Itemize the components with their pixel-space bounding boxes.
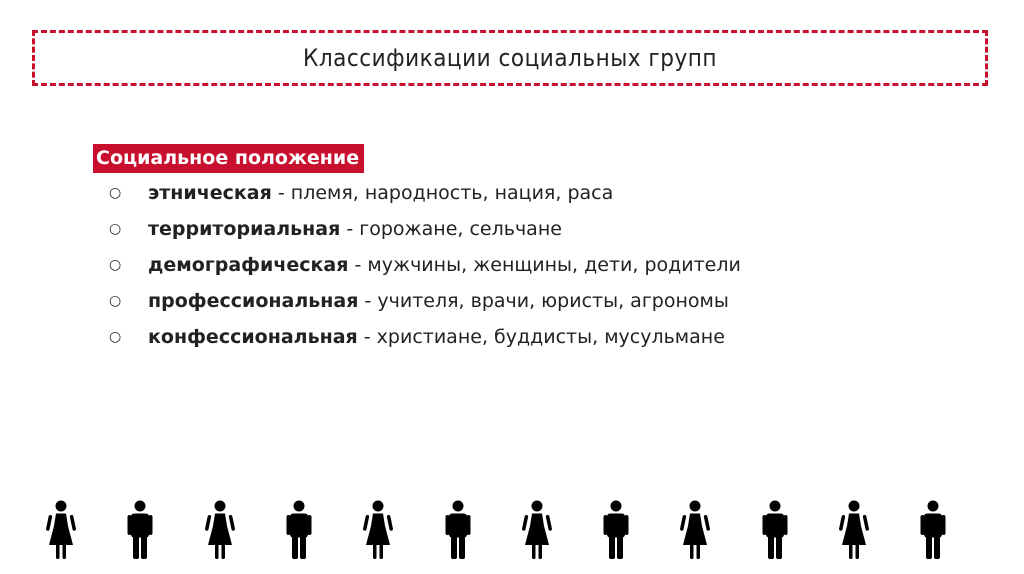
bullet-circle-icon: ○ bbox=[109, 329, 122, 345]
item-separator: - bbox=[348, 254, 368, 276]
item-description: племя, народность, нация, раса bbox=[290, 182, 614, 204]
bullet-circle-icon: ○ bbox=[109, 221, 122, 237]
woman-icon bbox=[46, 500, 76, 560]
man-icon bbox=[284, 500, 314, 560]
woman-icon bbox=[680, 500, 710, 560]
list-item bbox=[93, 211, 741, 247]
man-icon bbox=[443, 500, 473, 560]
list-item bbox=[93, 319, 741, 355]
item-separator: - bbox=[340, 218, 360, 240]
slide-title: Классификации социальных групп bbox=[303, 44, 717, 72]
item-description: учителя, врачи, юристы, агрономы bbox=[377, 290, 729, 312]
item-term: этническая bbox=[148, 182, 272, 204]
man-icon bbox=[918, 500, 948, 560]
bullet-circle-icon: ○ bbox=[109, 185, 122, 201]
category-label: Социальное положение bbox=[93, 144, 364, 173]
woman-icon bbox=[205, 500, 235, 560]
item-separator: - bbox=[357, 326, 377, 348]
item-description: мужчины, женщины, дети, родители bbox=[367, 254, 741, 276]
bullet-circle-icon: ○ bbox=[109, 257, 122, 273]
people-icons-row bbox=[0, 500, 1024, 562]
list-item bbox=[93, 175, 741, 211]
item-term: территориальная bbox=[148, 218, 341, 240]
content-block bbox=[93, 144, 741, 355]
title-frame bbox=[32, 30, 988, 86]
item-separator: - bbox=[271, 182, 291, 204]
bullet-circle-icon: ○ bbox=[109, 293, 122, 309]
item-separator: - bbox=[358, 290, 378, 312]
man-icon bbox=[125, 500, 155, 560]
item-term: профессиональная bbox=[148, 290, 359, 312]
item-term: демографическая bbox=[148, 254, 349, 276]
item-description: христиане, буддисты, мусульмане bbox=[376, 326, 725, 348]
woman-icon bbox=[363, 500, 393, 560]
item-term: конфессиональная bbox=[148, 326, 358, 348]
man-icon bbox=[760, 500, 790, 560]
list-item bbox=[93, 283, 741, 319]
item-description: горожане, сельчане bbox=[359, 218, 562, 240]
man-icon bbox=[601, 500, 631, 560]
list-item bbox=[93, 247, 741, 283]
classification-list bbox=[93, 175, 741, 355]
woman-icon bbox=[522, 500, 552, 560]
woman-icon bbox=[839, 500, 869, 560]
